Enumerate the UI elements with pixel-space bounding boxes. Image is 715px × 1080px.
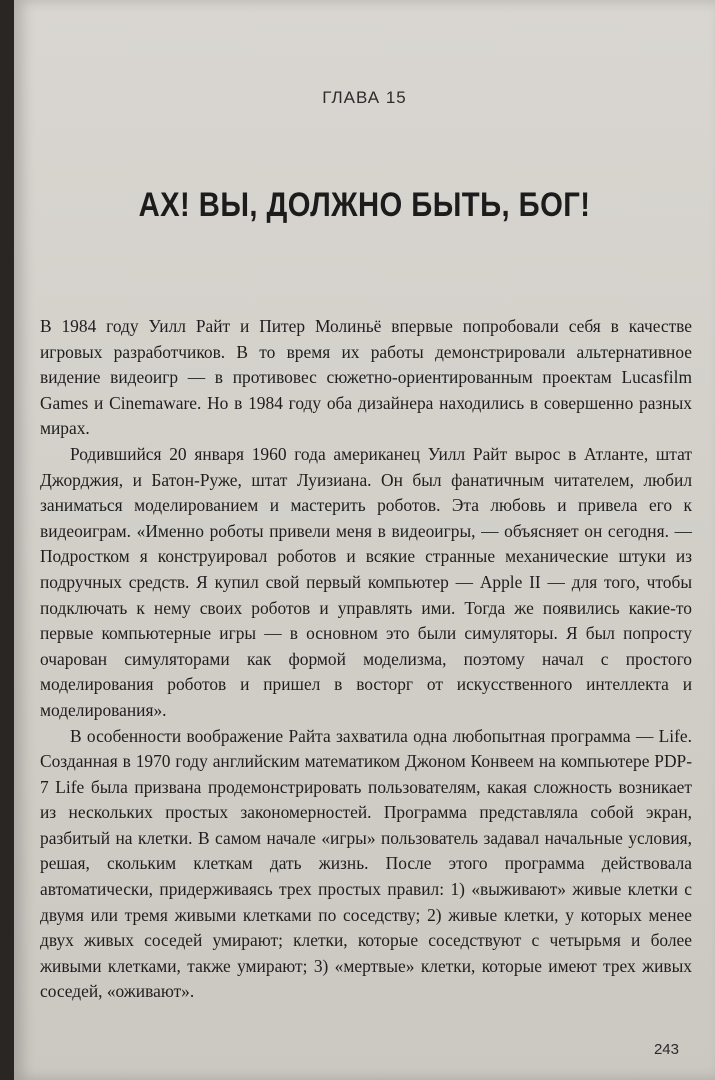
chapter-title: АХ! ВЫ, ДОЛЖНО БЫТЬ, БОГ! (138, 186, 591, 224)
chapter-label: ГЛАВА 15 (322, 88, 407, 107)
paragraph-1: В 1984 году Уилл Райт и Питер Молиньё впервые попробовали себя в качестве игровых разработчиков. В то время их работы демонстрировали альтернативное видение видеоигр — в противовес сюжетно-ориентированным проектам Lucasfilm Games и Cinemaware. Но в 1984 году оба дизайнера находились в совершенно разных мирах. (40, 316, 692, 439)
paragraph-2: Родившийся 20 января 1960 года американец Уилл Райт вырос в Атланте, штат Джорджия, и Батон-Руже, штат Луизиана. Он был фанатичным читателем, любил заниматься моделированием и мастерить роботов. Эта любовь и привела его к видеоиграм. «Именно роботы привели меня в видеоигры, — объясняет он сегодня. — Подростком я конструировал роботов и всякие странные механические штуки из подручных средств. Я купил свой первый компьютер — Apple II — для того, чтобы подключать к нему своих роботов и управлять ими. Тогда же появились какие-то первые компьютерные игры — в основном это были симуляторы. Я был попросту очарован симуляторами как формой моделизма, поэтому начал с простого моделирования роботов и пришел в восторг от искусственного интеллекта и моделирования». (40, 443, 692, 720)
paragraph-3: В особенности воображение Райта захватила одна любопытная программа — Life. Созданная в 1970 году английским математиком Джоном Конвеем на компьютере PDP-7 Life была призвана продемонстрировать пользователям, какая сложность возникает из нескольких простых закономерностей. Программа представляла собой экран, разбитый на клетки. В самом начале «игры» пользователь задавал начальные условия, решая, скольким клеткам дать жизнь. После этого программа действовала автоматически, придерживаясь трех простых правил: 1) «выживают» живые клетки с двумя или тремя живыми клетками по соседству; 2) живые клетки, у которых менее двух живых соседей умирают; клетки, которые соседствуют с четырьмя и более живыми клетками, также умирают; 3) «мертвые» клетки, которые имеют трех живых соседей, «оживают». (40, 725, 692, 1002)
page-number: 243 (653, 1041, 679, 1058)
book-page (14, 0, 715, 1080)
body-text (40, 314, 692, 1005)
